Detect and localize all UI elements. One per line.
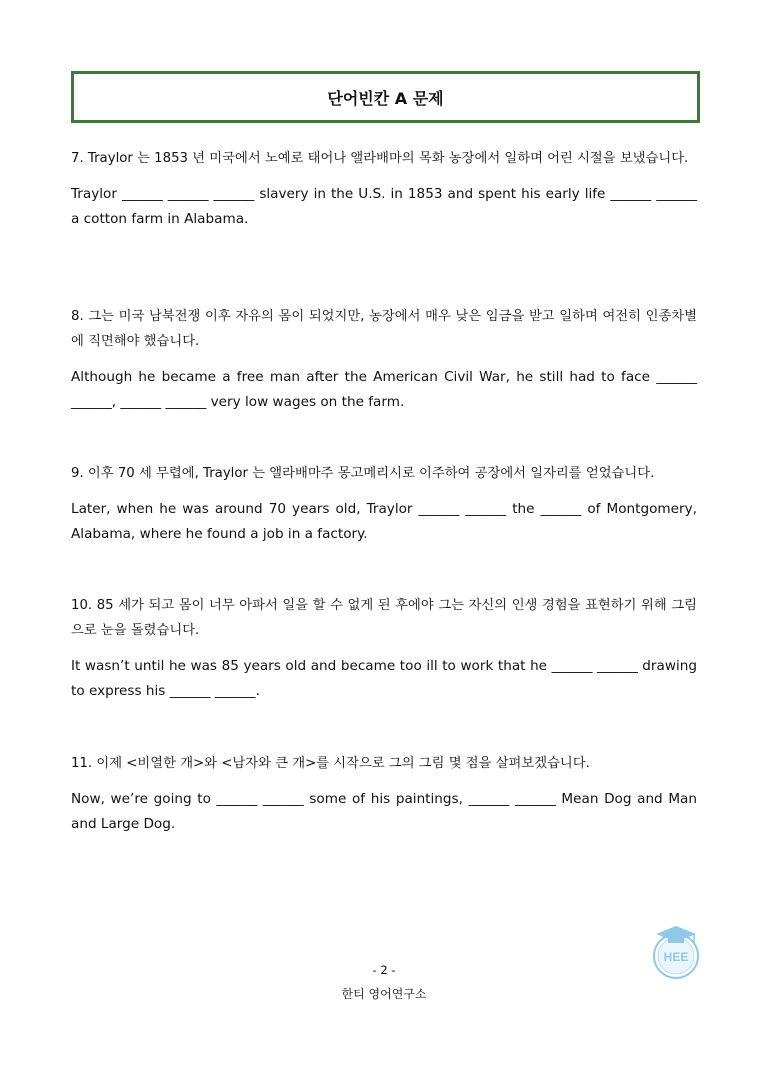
- question-korean: 8. 그는 미국 남북전쟁 이후 자유의 몸이 되었지만, 농장에서 매우 낮은 임금을 받고 일하며 여전히 인종차별에 직면해야 했습니다.: [71, 309, 697, 349]
- logo-text: HEE: [663, 950, 689, 964]
- question-korean: 7. Traylor 는 1853 년 미국에서 노예로 태어나 앨라배마의 목화 농장에서 일하며 어린 시절을 보냈습니다.: [71, 151, 689, 166]
- question-english: Traylor ______ ______ ______ slavery in the U.S. in 1853 and spent his early life ______ ______ a cotton farm in Alabama.: [71, 186, 697, 227]
- page-number: - 2 -: [372, 963, 396, 977]
- page-title: 단어빈칸 A 문제: [327, 88, 444, 108]
- question-korean: 11. 이제 <비열한 개>와 <남자와 큰 개>를 시작으로 그의 그림 몇 점을 살펴보겠습니다.: [71, 756, 590, 771]
- question-korean: 9. 이후 70 세 무렵에, Traylor 는 앨라배마주 몽고메리시로 이주하여 공장에서 일자리를 얻었습니다.: [71, 466, 655, 481]
- question-11: [71, 751, 697, 837]
- title-box: [71, 71, 700, 123]
- question-english: Although he became a free man after the American Civil War, he still had to face ______ ______, ______ ______ very low wages on the farm.: [71, 369, 697, 410]
- footer-organization: 한티 영어연구소: [341, 987, 427, 1001]
- question-english: Now, we’re going to ______ ______ some of his paintings, ______ ______ Mean Dog and Man and Large Dog.: [71, 791, 697, 832]
- question-english: It wasn’t until he was 85 years old and became too ill to work that he ______ ______ drawing to express his ______ ______.: [71, 658, 697, 699]
- question-english: Later, when he was around 70 years old, Traylor ______ ______ the ______ of Montgomery, Alabama, where he found a job in a factory.: [71, 501, 697, 542]
- question-10: [71, 593, 697, 704]
- question-8: [71, 304, 697, 415]
- question-7: [71, 146, 697, 232]
- question-korean: 10. 85 세가 되고 몸이 너무 아파서 일을 할 수 없게 된 후에야 그는 자신의 인생 경험을 표현하기 위해 그림으로 눈을 돌렸습니다.: [71, 598, 697, 638]
- question-9: [71, 461, 697, 547]
